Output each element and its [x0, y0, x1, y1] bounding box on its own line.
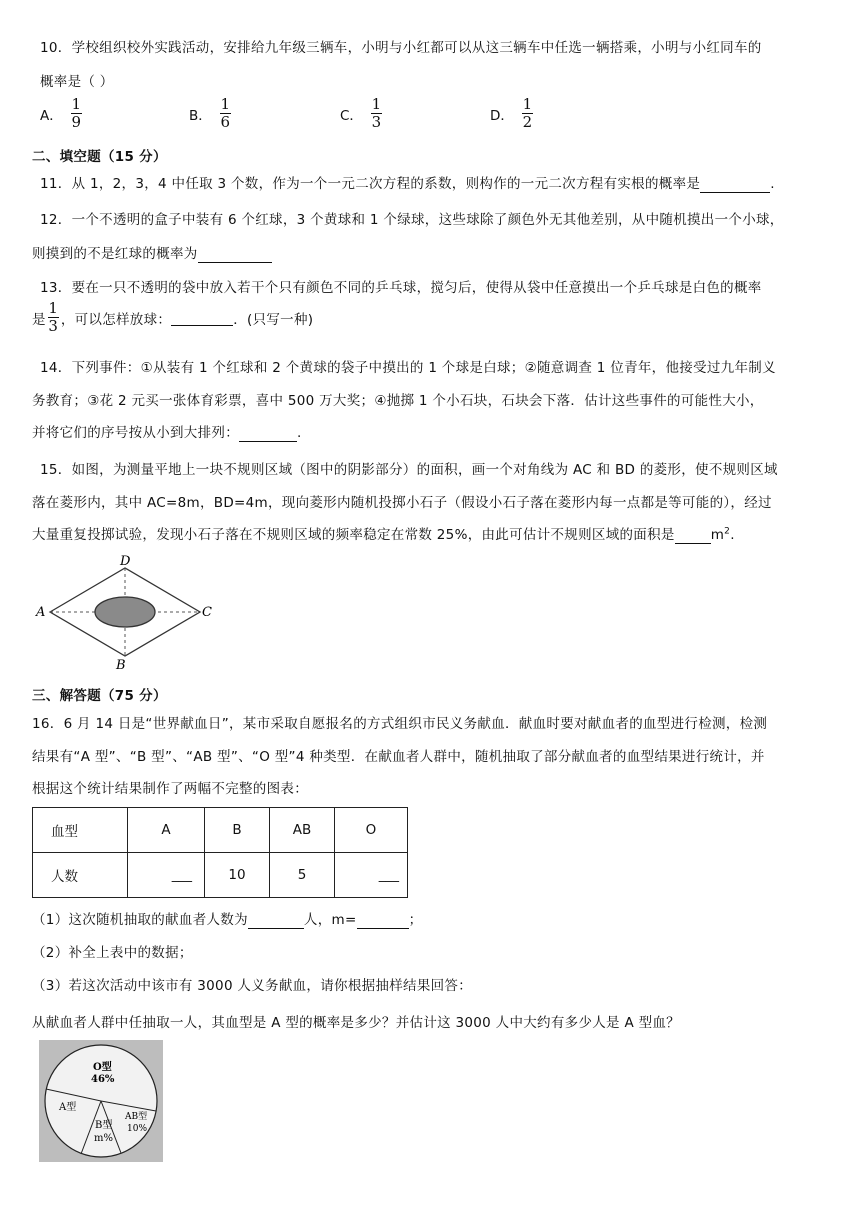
table-cell: AB	[270, 808, 335, 853]
blood-type-pie-chart	[39, 1040, 163, 1162]
frac-den: 3	[371, 113, 382, 131]
table-row	[33, 808, 408, 853]
q10-line1: 10．学校组织校外实践活动，安排给九年级三辆车，小明与小红都可以从这三辆车中任选一辆搭乘，小明与小红同车的	[40, 40, 762, 56]
q16-part1	[32, 908, 422, 929]
q15-line2: 落在菱形内，其中 AC=8m，BD=4m，现向菱形内随机投掷小石子（假设小石子落在菱形内每一点都是等可能的），经过	[32, 495, 772, 511]
option-fraction	[71, 96, 82, 131]
q13-pre: 是	[32, 311, 46, 328]
table-cell: B	[205, 808, 270, 853]
label-d: D	[120, 554, 131, 569]
q16-m-blank[interactable]	[357, 912, 409, 929]
frac-num: 1	[371, 95, 382, 113]
option-fraction	[371, 96, 382, 131]
table-cell: 血型	[33, 808, 128, 853]
q16-part1-b: 人，m=	[303, 912, 357, 928]
pie-label-o: O型	[93, 1062, 112, 1073]
q14-tail: .	[297, 425, 302, 441]
label-a: A	[36, 605, 46, 620]
frac-den: 2	[522, 113, 533, 131]
q14-line1: 14．下列事件：①从装有 1 个红球和 2 个黄球的袋子中摸出的 1 个球是白球；②随意调查 1 位青年，他接受过九年制义	[40, 360, 776, 376]
q11-text: 11．从 1，2，3，4 中任取 3 个数，作为一个一元二次方程的系数，则构作的一元二次方程有实根的概率是	[40, 176, 701, 192]
pie-label-b: B型	[95, 1120, 113, 1131]
label-b: B	[116, 658, 126, 672]
frac-den: 3	[48, 317, 59, 335]
option-letter: A．	[40, 107, 63, 124]
pie-label-a: A型	[59, 1102, 77, 1113]
frac-num: 1	[522, 95, 533, 113]
frac-den: 6	[220, 113, 231, 131]
q13-answer-blank[interactable]	[171, 309, 233, 326]
table-row	[33, 853, 408, 898]
q10-option-a	[40, 96, 82, 131]
q16-line3: 根据这个统计结果制作了两幅不完整的图表：	[32, 781, 308, 797]
q14-line2: 务教育；③花 2 元买一张体育彩票，喜中 500 万大奖；④抛掷 1 个小石块，石块会下落．估计这些事件的可能性大小，	[32, 393, 764, 409]
q16-part2: （2）补全上表中的数据；	[32, 945, 193, 961]
q10-option-d	[490, 96, 533, 131]
table-cell: 5	[270, 853, 335, 898]
q10-option-b	[189, 96, 231, 131]
q12-line1: 12．一个不透明的盒子中装有 6 个红球，3 个黄球和 1 个绿球，这些球除了颜色外无其他差别，从中随机摸出一个小球，	[40, 212, 784, 228]
q10-option-c	[340, 96, 382, 131]
q15-unit: m	[710, 527, 725, 543]
q15-line1: 15．如图，为测量平地上一块不规则区域（图中的阴影部分）的面积，画一个对角线为 AC 和 BD 的菱形，使不规则区域	[40, 462, 778, 478]
option-letter: D．	[490, 107, 514, 124]
table-cell: A	[128, 808, 205, 853]
pie-pct-o: 46%	[91, 1074, 115, 1085]
table-cell-blank[interactable]: ___	[128, 853, 205, 898]
table-cell: 人数	[33, 853, 128, 898]
q16-part3: （3）若这次活动中该市有 3000 人义务献血，请你根据抽样结果回答：	[32, 978, 473, 994]
q15-answer-blank[interactable]	[675, 527, 711, 544]
q13-line2	[32, 300, 313, 335]
table-cell: 10	[205, 853, 270, 898]
q16-part1-c: ；	[408, 912, 423, 928]
table-cell-blank[interactable]: ___	[335, 853, 408, 898]
frac-den: 9	[71, 113, 82, 131]
rhombus-figure	[34, 552, 218, 672]
label-c: C	[202, 605, 212, 620]
q14-line3	[32, 421, 302, 442]
q13-fraction	[48, 300, 59, 335]
q15-line3	[32, 523, 735, 544]
option-letter: C．	[340, 107, 363, 124]
q16-part4: 从献血者人群中任抽取一人，其血型是 A 型的概率是多少？并估计这 3000 人中大约有多少人是 A 型血？	[32, 1015, 680, 1031]
q16-line2: 结果有“A 型”、“B 型”、“AB 型”、“O 型”4 种类型．在献血者人群中，随机抽取了部分献血者的血型结果进行统计，并	[32, 749, 765, 765]
q16-count-blank[interactable]	[248, 912, 304, 929]
option-fraction	[220, 96, 231, 131]
option-letter: B．	[189, 107, 212, 124]
irregular-region	[95, 597, 155, 627]
frac-num: 1	[48, 299, 59, 317]
q13-text: ，可以怎样放球：	[60, 311, 172, 328]
pie-pct-b: m%	[94, 1133, 113, 1144]
q12-answer-blank[interactable]	[198, 246, 272, 263]
q15-tail: .	[730, 527, 735, 543]
q11-answer-blank[interactable]	[700, 176, 770, 193]
pie-label-ab: AB型	[125, 1112, 148, 1122]
q15-text: 大量重复投掷试验，发现小石子落在不规则区域的频率稳定在常数 25%，由此可估计不规则区域的面积是	[32, 527, 675, 543]
frac-num: 1	[71, 95, 82, 113]
blood-type-table	[32, 807, 408, 898]
q10-line2: 概率是（ ）	[40, 74, 114, 90]
q15-unit-sup: 2	[724, 526, 731, 537]
option-fraction	[522, 96, 533, 131]
table-cell: O	[335, 808, 408, 853]
pie-pct-ab: 10%	[127, 1124, 148, 1134]
q13-line1: 13．要在一只不透明的袋中放入若干个只有颜色不同的乒乓球，搅匀后，使得从袋中任意摸出一个乒乓球是白色的概率	[40, 280, 762, 296]
q16-part1-a: （1）这次随机抽取的献血者人数为	[32, 912, 248, 928]
q12-text: 则摸到的不是红球的概率为	[32, 246, 198, 262]
section-heading-solve: 三、解答题（75 分）	[32, 688, 167, 704]
q16-line1: 16．6 月 14 日是“世界献血日”，某市采取自愿报名的方式组织市民义务献血．献血时要对献血者的血型进行检测，检测	[32, 716, 768, 732]
q13-tail: ．(只写一种)	[233, 311, 314, 328]
q14-text: 并将它们的序号按从小到大排列：	[32, 425, 239, 441]
q14-answer-blank[interactable]	[239, 425, 297, 442]
q11-tail: .	[770, 176, 775, 192]
section-heading-fill-in: 二、填空题（15 分）	[32, 149, 167, 165]
q11-line	[40, 172, 775, 193]
frac-num: 1	[220, 95, 231, 113]
q12-line2	[32, 242, 272, 263]
